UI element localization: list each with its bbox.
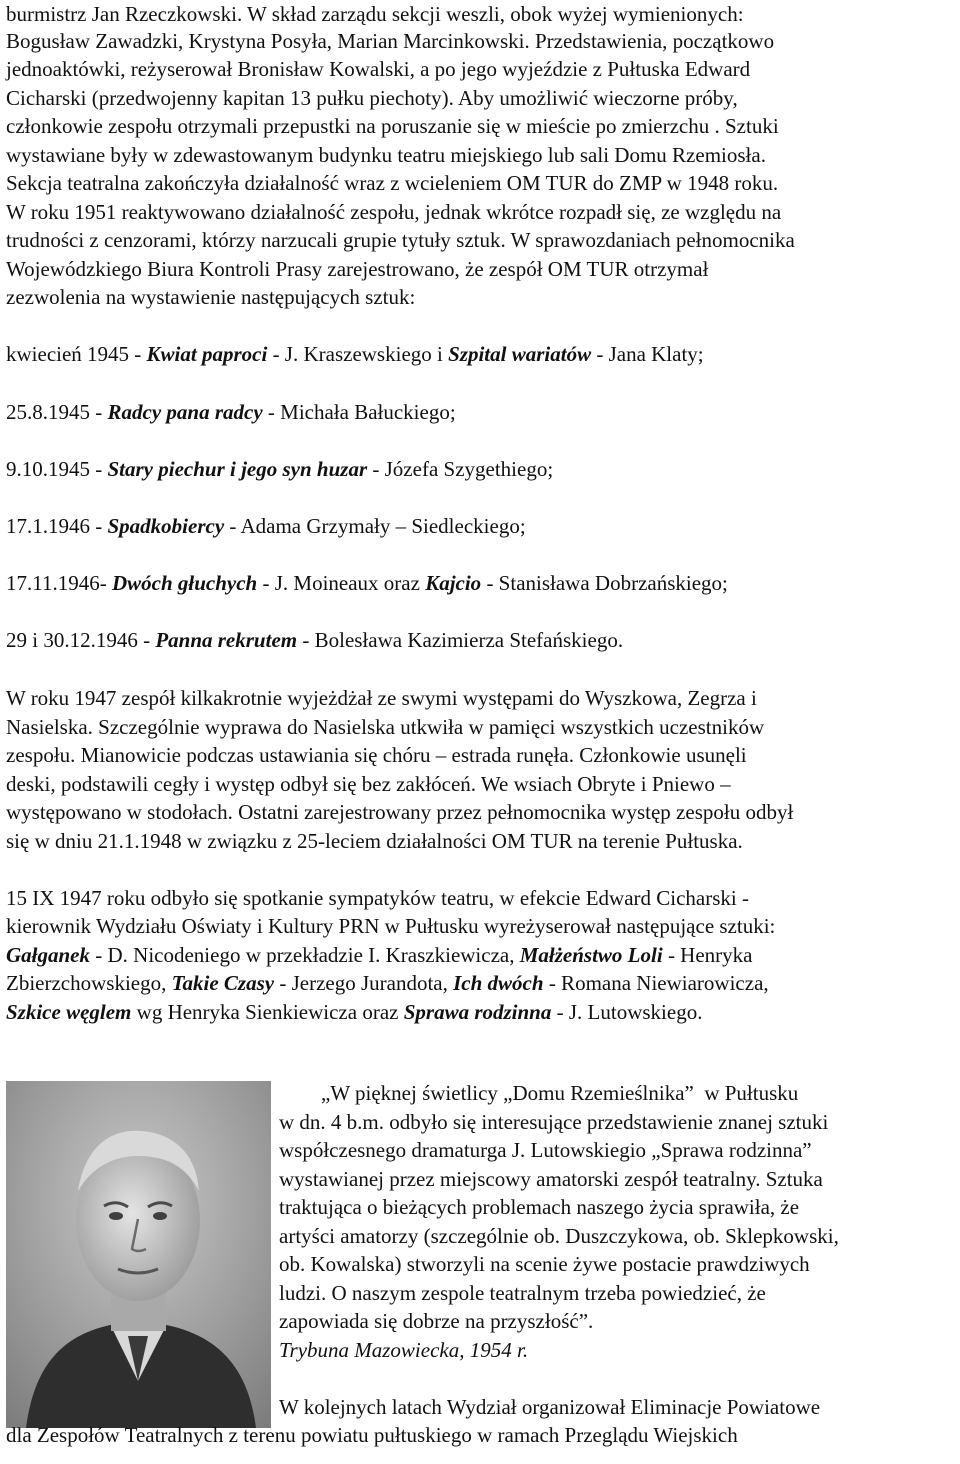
para2-line: deski, podstawili cegły i występ odbył się bez zakłóceń. We wsiach Obryte i Pniewo – <box>6 772 731 796</box>
inline-text: wg Henryka Sienkiewicza oraz <box>131 1000 404 1024</box>
para3-line: kierownik Wydziału Oświaty i Kultury PRN w Pułtusku wyreżyserował następujące sztuki: <box>6 914 776 938</box>
play-date: 9.10.1945 - <box>6 457 108 481</box>
para3-line <box>6 998 702 1026</box>
para2-line: W roku 1947 zespół kilkakrotnie wyjeżdżał ze swymi występami do Wyszkowa, Zegrza i <box>6 686 757 710</box>
inline-text: - Jerzego Jurandota, <box>274 971 454 995</box>
play-date: 25.8.1945 - <box>6 400 108 424</box>
quote-line: ob. Kowalska) stworzyli na scenie żywe postacie prawdziwych <box>279 1252 810 1276</box>
portrait-icon <box>6 1081 271 1428</box>
inline-text: - D. Nicodeniego w przekładzie I. Kraszkiewicza, <box>90 943 520 967</box>
play-title: Szkice węglem <box>6 1000 132 1024</box>
play-title: Panna rekrutem <box>155 628 298 652</box>
play-entry <box>6 340 704 368</box>
para2-line: występowano w stodołach. Ostatni zarejestrowany przez pełnomocnika występ zespołu odbył <box>6 800 794 824</box>
play-author: - Bolesława Kazimierza Stefańskiego. <box>297 628 624 652</box>
para1-line: zezwolenia na wystawienie następujących sztuk: <box>6 285 416 309</box>
play-entry <box>6 512 526 540</box>
play-date: kwiecień 1945 - <box>6 342 147 366</box>
play-author: - Michała Bałuckiego; <box>262 400 456 424</box>
quote-source: Trybuna Mazowiecka, 1954 r. <box>279 1338 529 1362</box>
para3-line <box>6 969 769 997</box>
para2-line: się w dniu 21.1.1948 w związku z 25-leciem działalności OM TUR na terenie Pułtuska. <box>6 829 743 853</box>
play-entry <box>6 569 728 597</box>
para1-line: trudności z cenzorami, którzy narzucali grupie tytuły sztuk. W sprawozdaniach pełnomocnika <box>6 228 795 252</box>
para2-line: zespołu. Mianowicie podczas ustawiania się chóru – estrada runęła. Członkowie usunęli <box>6 743 747 767</box>
closing-line: dla Zespołów Teatralnych z terenu powiatu pułtuskiego w ramach Przeglądu Wiejskich <box>6 1423 738 1447</box>
play-title: Stary piechur i jego syn huzar <box>107 457 368 481</box>
play-date: 17.11.1946- <box>6 571 112 595</box>
para3-line <box>6 941 752 969</box>
play-author: - Jana Klaty; <box>591 342 704 366</box>
quote-line: artyści amatorzy (szczególnie ob. Duszczykowa, ob. Sklepkowski, <box>279 1224 839 1248</box>
play-title: Kajcio <box>425 571 482 595</box>
para3-line: 15 IX 1947 roku odbyło się spotkanie sympatyków teatru, w efekcie Edward Cicharski - <box>6 886 749 910</box>
play-title: Spadkobiercy <box>107 514 225 538</box>
play-entry <box>6 455 553 483</box>
quote-line: zapowiada się dobrze na przyszłość”. <box>279 1309 594 1333</box>
inline-text: Zbierzchowskiego, <box>6 971 172 995</box>
play-author: - J. Kraszewskiego i <box>267 342 449 366</box>
portrait-photo <box>6 1081 271 1428</box>
para1-line: Wojewódzkiego Biura Kontroli Prasy zarejestrowano, że zespół OM TUR otrzymał <box>6 257 709 281</box>
play-title: Szpital wariatów <box>448 342 592 366</box>
inline-text: - Henryka <box>662 943 753 967</box>
para1-line: burmistrz Jan Rzeczkowski. W skład zarządu sekcji weszli, obok wyżej wymienionych: <box>6 2 744 26</box>
play-entry <box>6 398 456 426</box>
play-title: Takie Czasy <box>171 971 275 995</box>
inline-text: - J. Lutowskiego. <box>551 1000 703 1024</box>
play-author: - Stanisława Dobrzańskiego; <box>481 571 728 595</box>
play-title: Gałganek <box>6 943 90 967</box>
play-title: Radcy pana radcy <box>107 400 263 424</box>
quote-line: ludzi. O naszym zespole teatralnym trzeba powiedzieć, że <box>279 1281 766 1305</box>
para1-line: wystawiane były w zdewastowanym budynku teatru miejskiego lub sali Domu Rzemiosła. <box>6 143 766 167</box>
play-date: 17.1.1946 - <box>6 514 108 538</box>
play-title: Sprawa rodzinna <box>403 1000 552 1024</box>
play-author: - Józefa Szygethiego; <box>367 457 554 481</box>
quote-line: traktująca o bieżących problemach naszego życia sprawiła, że <box>279 1195 800 1219</box>
para1-line: Sekcja teatralna zakończyła działalność wraz z wcieleniem OM TUR do ZMP w 1948 roku. <box>6 171 779 195</box>
play-title: Dwóch głuchych <box>111 571 258 595</box>
para1-line: Cicharski (przedwojenny kapitan 13 pułku piechoty). Aby umożliwić wieczorne próby, <box>6 86 738 110</box>
para1-line: Bogusław Zawadzki, Krystyna Posyła, Marian Marcinkowski. Przedstawienia, początkowo <box>6 29 775 53</box>
play-entry <box>6 626 623 654</box>
para1-line: członkowie zespołu otrzymali przepustki na poruszanie się w mieście po zmierzchu . Sztuki <box>6 114 779 138</box>
quote-line: współczesnego dramaturga J. Lutowskiegio „Sprawa rodzinna” <box>279 1138 812 1162</box>
play-author: - J. Moineaux oraz <box>257 571 426 595</box>
quote-line: wystawianej przez miejscowy amatorski zespół teatralny. Sztuka <box>279 1167 823 1191</box>
quote-line: „W pięknej świetlicy „Domu Rzemieślnika” w Pułtusku <box>279 1081 799 1105</box>
closing-line: W kolejnych latach Wydział organizował Eliminacje Powiatowe <box>279 1395 821 1419</box>
quote-line: w dn. 4 b.m. odbyło się interesujące przedstawienie znanej sztuki <box>279 1110 829 1134</box>
para2-line: Nasielska. Szczególnie wyprawa do Nasielska utkwiła w pamięci wszystkich uczestników <box>6 715 765 739</box>
para1-line: W roku 1951 reaktywowano działalność zespołu, jednak wkrótce rozpadł się, ze względu na <box>6 200 782 224</box>
play-title: Kwiat paproci <box>146 342 268 366</box>
para1-line: jednoaktówki, reżyserował Bronisław Kowalski, a po jego wyjeździe z Pułtuska Edward <box>6 57 751 81</box>
play-title: Małżeństwo Loli <box>519 943 663 967</box>
inline-text: - Romana Niewiarowicza, <box>543 971 769 995</box>
play-author: - Adama Grzymały – Siedleckiego; <box>224 514 526 538</box>
play-date: 29 i 30.12.1946 - <box>6 628 156 652</box>
play-title: Ich dwóch <box>453 971 544 995</box>
